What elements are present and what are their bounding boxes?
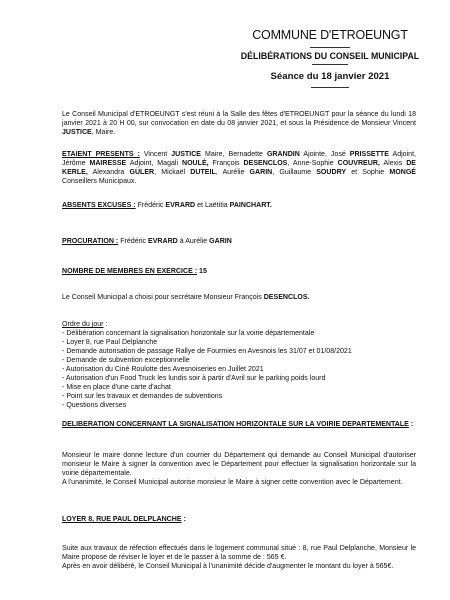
presents-paragraph (62, 150, 416, 186)
loyer-text: Suite aux travaux de réfection effectués dans le logement communal situé : 8, rue Paul Delplanche, Monsieur le Maire propose de réviser le loyer et de le passer à la somme de : 565 €. (62, 545, 416, 561)
intro-text: Le Conseil Municipal d'ETROEUNGT s'est réuni à la Salle des fêtes d'ETROEUNGT pour la séance du lundi 18 janvier 2021 à 20 H 00, sur convocation en date du 08 janvier 2021, et sous la Présidence de Monsieur Vincent (62, 111, 416, 127)
member-name: NOULÉ, (181, 160, 209, 167)
loyer-colon: : (181, 516, 186, 523)
presents-text: François (208, 160, 244, 167)
deliberation-text: Monsieur le maire donne lecture d'un courrier du Département qui demande au Conseil Municipal d'autoriser monsieur le Maire à signer la convention avec le Département pour effectuer la signalisation horizontale sur la voirie départementale. (62, 452, 416, 477)
secretaire-text: Le Conseil Municipal a choisi pour secrétaire Monsieur François (62, 294, 264, 301)
presents-text: Maire, Bernadette (200, 151, 267, 158)
member-name: GRANDIN (266, 151, 300, 158)
presents-text: , Mickaël (154, 169, 191, 176)
absents-text: et Laëtitia (195, 202, 230, 209)
member-name: MONGÉ (389, 169, 416, 176)
intro-paragraph (62, 110, 416, 137)
loyer-paragraph (62, 544, 416, 571)
membres-line (62, 267, 416, 276)
procuration-text: à Aurélie (177, 238, 210, 245)
commune-title: COMMUNE D'ETROEUNGT (252, 28, 408, 42)
date-rule (311, 87, 349, 88)
member-name: EVRARD (165, 202, 196, 209)
member-name: COUVREUR, (337, 160, 380, 167)
heading-rule (312, 64, 348, 65)
title-rule (310, 47, 350, 48)
deliberation-colon: : (408, 421, 414, 428)
ordre-colon: : (103, 321, 108, 328)
member-name: GÜLER (129, 169, 155, 176)
loyer-title-text: LOYER 8, RUE PAUL DELPLANCHE (62, 516, 182, 523)
presents-text: Vincent (139, 151, 172, 158)
presents-text: Ajointe, José (299, 151, 350, 158)
presents-text: Alexis (379, 160, 407, 167)
list-item: - Autorisation du Ciné Roulotte des Avesnoiseries en Juillet 2021 (62, 365, 416, 374)
member-name: GARIN (209, 238, 232, 245)
member-name: PRISSETTE (349, 151, 389, 158)
list-item: - Questions diverses (62, 401, 416, 410)
loyer-decision: Après en avoir délibéré, le Conseil Municipal à l'unanimité décide d'augmenter le montant du loyer à 565€. (62, 563, 394, 570)
presents-text: Alexandra (87, 169, 130, 176)
presents-text: , Anne-Sophie (287, 160, 338, 167)
procuration-label: PROCURATION : (62, 238, 119, 245)
deliberation-title (62, 420, 416, 429)
presents-text: , Aurélie (215, 169, 250, 176)
procuration-line (62, 237, 416, 246)
presents-text: Adjoint, Jérôme (62, 151, 417, 167)
member-name: DESENCLOS (243, 160, 288, 167)
list-item: - Demande de subvention exceptionnelle (62, 356, 416, 365)
seance-date: Séance du 18 janvier 2021 (270, 71, 390, 82)
deliberation-decision: A l'unanimité, le Conseil Municipal autorise monsieur le Maire à signer cette convention avec le Département. (62, 479, 403, 486)
presents-text: , Guillaume (272, 169, 317, 176)
list-item: - Demande autorisation de passage Rallye de Fourmies en Avesnois les 31/07 et 01/08/2021 (62, 347, 416, 356)
membres-label: NOMBRE DE MEMBRES EN EXERCICE : (62, 268, 198, 275)
intro-text-end: , Maire. (91, 129, 116, 136)
member-name: EVRARD (148, 238, 178, 245)
agenda-list (62, 329, 416, 410)
presents-label: ETAIENT PRESENTS : (62, 151, 140, 158)
list-item: - Délibération concernant la signalisation horizontale sur la voirie départementale (62, 329, 416, 338)
document-header (220, 28, 440, 88)
deliberation-title-text: DELIBERATION CONCERNANT LA SIGNALISATION HORIZONTALE SUR LA VOIRIE DEPARTEMENTALE (62, 421, 409, 428)
deliberations-heading: DÉLIBÉRATIONS DU CONSEIL MUNICIPAL (240, 51, 420, 61)
loyer-title (62, 515, 416, 524)
deliberation-paragraph (62, 451, 416, 487)
member-name: DE KERLE, (62, 160, 417, 176)
member-name: PAINCHART. (229, 202, 272, 209)
member-name: MAIRESSE (89, 160, 127, 167)
president-name: JUSTICE (62, 129, 92, 136)
member-name: JUSTICE (171, 151, 201, 158)
list-item: - Point sur les travaux et demandes de subventions (62, 392, 416, 401)
presents-text: Conseillers Municipaux. (62, 178, 137, 185)
secretaire-line (62, 293, 416, 302)
list-item: - Autorisation d'un Food Truck les lundis soir à partir d'Avril sur le parking poids lourd (62, 374, 416, 383)
ordre-label: Ordre du jour (62, 321, 104, 328)
list-item: - Mise en place d'une carte d'achat (62, 383, 416, 392)
secretaire-name: DESENCLOS. (263, 294, 310, 301)
ordre-heading (62, 320, 416, 329)
presents-text: et Sophie (346, 169, 390, 176)
membres-count: 15 (197, 268, 207, 275)
absents-text: Frédéric (135, 202, 166, 209)
absents-line (62, 201, 416, 210)
list-item: - Loyer 8, rue Paul Delplanche (62, 338, 416, 347)
member-name: GARIN (249, 169, 273, 176)
member-name: DUTEIL (190, 169, 216, 176)
procuration-text: Frédéric (118, 238, 149, 245)
absents-label: ABSENTS EXCUSES : (62, 202, 136, 209)
member-name: SOUDRY (316, 169, 347, 176)
ordre-du-jour (62, 320, 416, 410)
presents-text: Adjoint, Magali (126, 160, 182, 167)
